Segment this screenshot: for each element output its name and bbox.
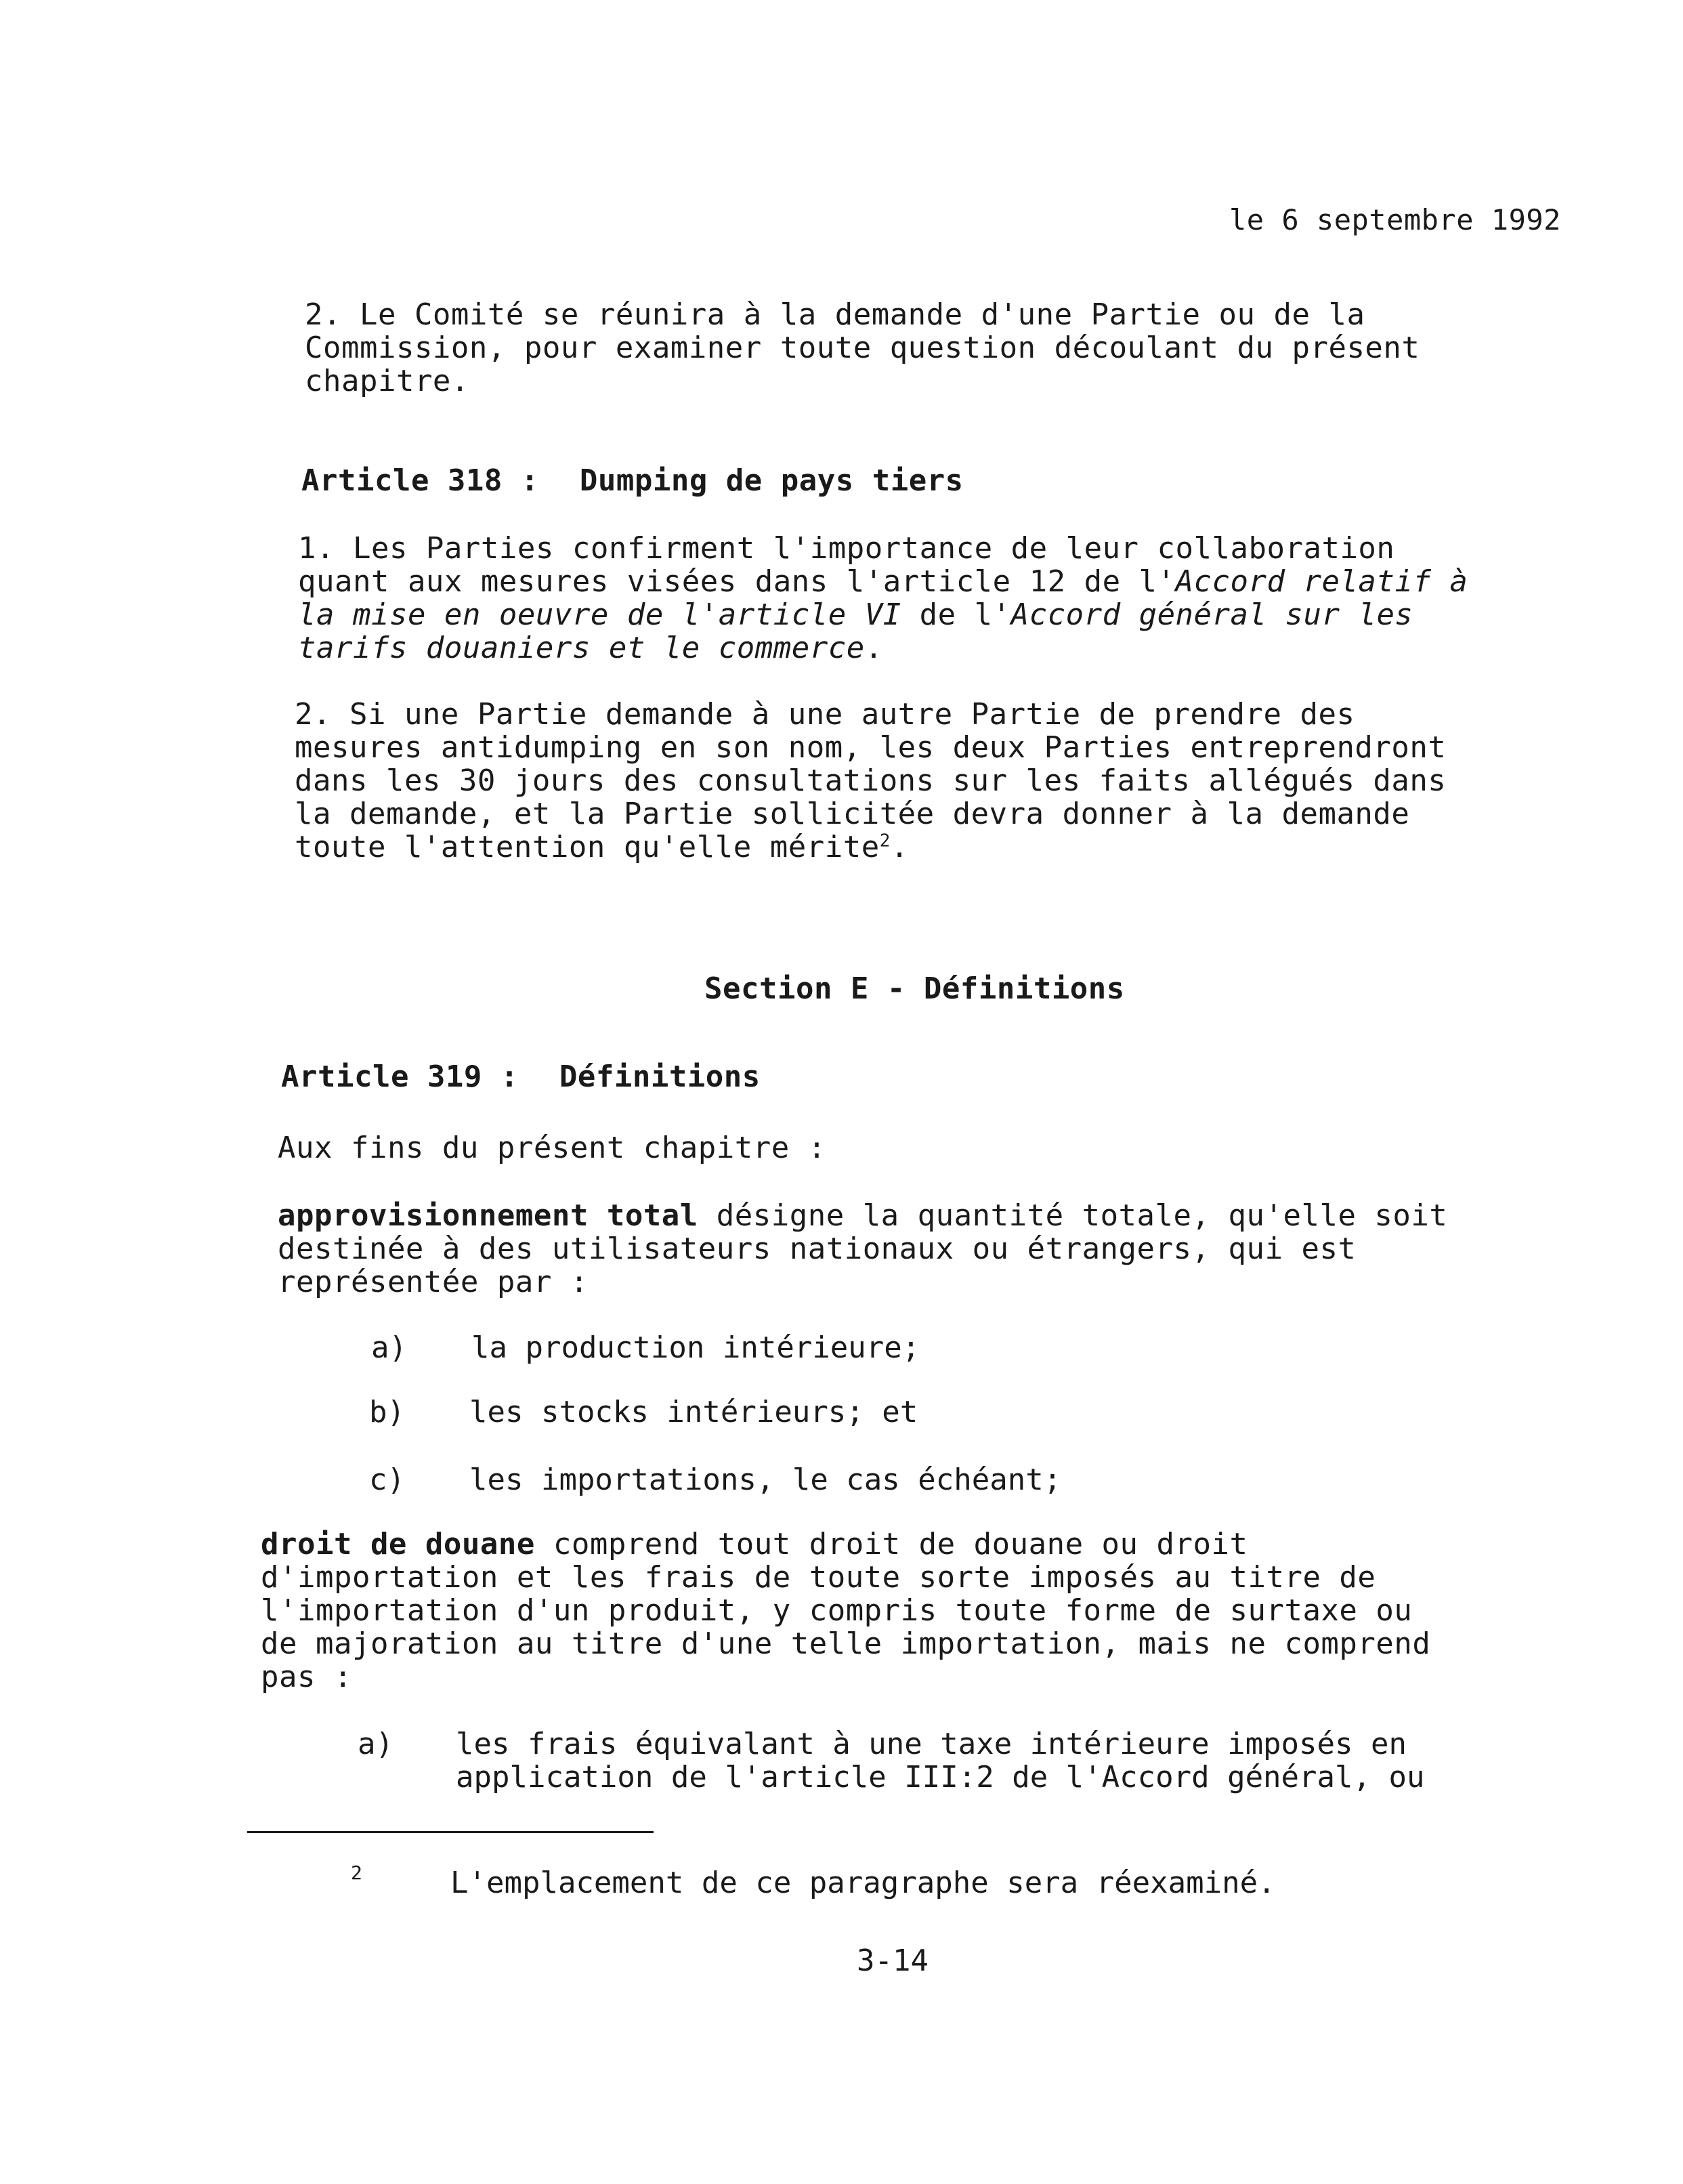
footnote-separator bbox=[247, 1831, 654, 1833]
list-label: a) bbox=[371, 1330, 407, 1365]
text-line bbox=[298, 598, 1468, 631]
text-line: application de l'article III:2 de l'Accord général, ou bbox=[456, 1760, 1425, 1794]
text-run: de l' bbox=[901, 597, 1011, 632]
text-line: chapitre. bbox=[305, 364, 469, 398]
italic-title: Accord relatif à bbox=[1175, 564, 1468, 599]
article-318-paragraph-2 bbox=[295, 698, 1446, 864]
page-number: 3-14 bbox=[857, 1944, 929, 1978]
text-line: la demande, et la Partie sollicitée devra donner à la demande bbox=[295, 797, 1410, 831]
text-line bbox=[298, 631, 1468, 665]
article-title: Dumping de pays tiers bbox=[579, 463, 964, 498]
list-text: les importations, le cas échéant; bbox=[469, 1463, 1062, 1497]
text-run: comprend tout droit de douane ou droit bbox=[534, 1527, 1248, 1561]
text-line: 2. Si une Partie demande à une autre Partie de prendre des bbox=[295, 697, 1355, 732]
text-line: pas : bbox=[261, 1660, 352, 1694]
text-line: dans les 30 jours des consultations sur les faits allégués dans bbox=[295, 763, 1447, 798]
definition-droit-de-douane bbox=[261, 1528, 1430, 1694]
article-318-paragraph-1 bbox=[298, 532, 1468, 665]
footnote-number: 2 bbox=[351, 1862, 362, 1884]
text-line: destinée à des utilisateurs nationaux ou étrangers, qui est bbox=[278, 1232, 1357, 1266]
text-line: 2. Le Comité se réunira à la demande d'une Partie ou de la bbox=[305, 297, 1365, 332]
text-run: quant aux mesures visées dans l'article 12 de l' bbox=[298, 564, 1176, 599]
italic-title: tarifs douaniers et le commerce bbox=[298, 631, 865, 665]
list-label: b) bbox=[369, 1395, 405, 1429]
text-line: l'importation d'un produit, y compris toute forme de surtaxe ou bbox=[261, 1593, 1413, 1628]
text-run: . bbox=[890, 830, 909, 864]
list-text: la production intérieure; bbox=[471, 1330, 920, 1365]
list-text: les stocks intérieurs; et bbox=[469, 1395, 918, 1429]
definition-approvisionnement bbox=[278, 1199, 1447, 1299]
defined-term: approvisionnement total bbox=[278, 1198, 698, 1233]
definitions-intro: Aux fins du présent chapitre : bbox=[278, 1131, 826, 1165]
text-line: Commission, pour examiner toute question découlant du présent bbox=[305, 331, 1420, 365]
section-heading: Section E - Définitions bbox=[704, 971, 1125, 1006]
document-date: le 6 septembre 1992 bbox=[1229, 203, 1561, 236]
text-line: de majoration au titre d'une telle importation, mais ne comprend bbox=[261, 1626, 1431, 1661]
article-319-heading bbox=[281, 1060, 761, 1093]
list-label: a) bbox=[358, 1727, 393, 1761]
text-line bbox=[261, 1528, 1430, 1561]
italic-title: Accord général sur les bbox=[1010, 597, 1413, 632]
text-run: désigne la quantité totale, qu'elle soit bbox=[698, 1198, 1448, 1233]
defined-term: droit de douane bbox=[261, 1527, 535, 1561]
text-line bbox=[295, 831, 1446, 864]
article-318-heading bbox=[301, 464, 964, 497]
list-label: c) bbox=[369, 1463, 405, 1497]
text-line bbox=[298, 565, 1468, 598]
article-number: Article 319 : bbox=[281, 1059, 519, 1094]
footnote-reference: 2 bbox=[879, 831, 891, 852]
text-line: les frais équivalant à une taxe intérieure imposés en bbox=[456, 1727, 1407, 1761]
list-text bbox=[456, 1727, 1424, 1794]
text-run: . bbox=[864, 631, 883, 665]
footnote-text: L'emplacement de ce paragraphe sera réexaminé. bbox=[450, 1866, 1276, 1900]
italic-title: la mise en oeuvre de l'article VI bbox=[298, 597, 901, 632]
article-number: Article 318 : bbox=[301, 463, 539, 498]
text-run: toute l'attention qu'elle mérite bbox=[295, 830, 880, 864]
text-line: mesures antidumping en son nom, les deux Parties entreprendront bbox=[295, 730, 1447, 765]
text-line: d'importation et les frais de toute sorte imposés au titre de bbox=[261, 1560, 1376, 1595]
text-line: représentée par : bbox=[278, 1265, 589, 1299]
text-line bbox=[278, 1199, 1447, 1232]
paragraph-comite bbox=[305, 298, 1420, 398]
article-title: Définitions bbox=[559, 1059, 761, 1094]
text-line: 1. Les Parties confirment l'importance de leur collaboration bbox=[298, 531, 1395, 566]
